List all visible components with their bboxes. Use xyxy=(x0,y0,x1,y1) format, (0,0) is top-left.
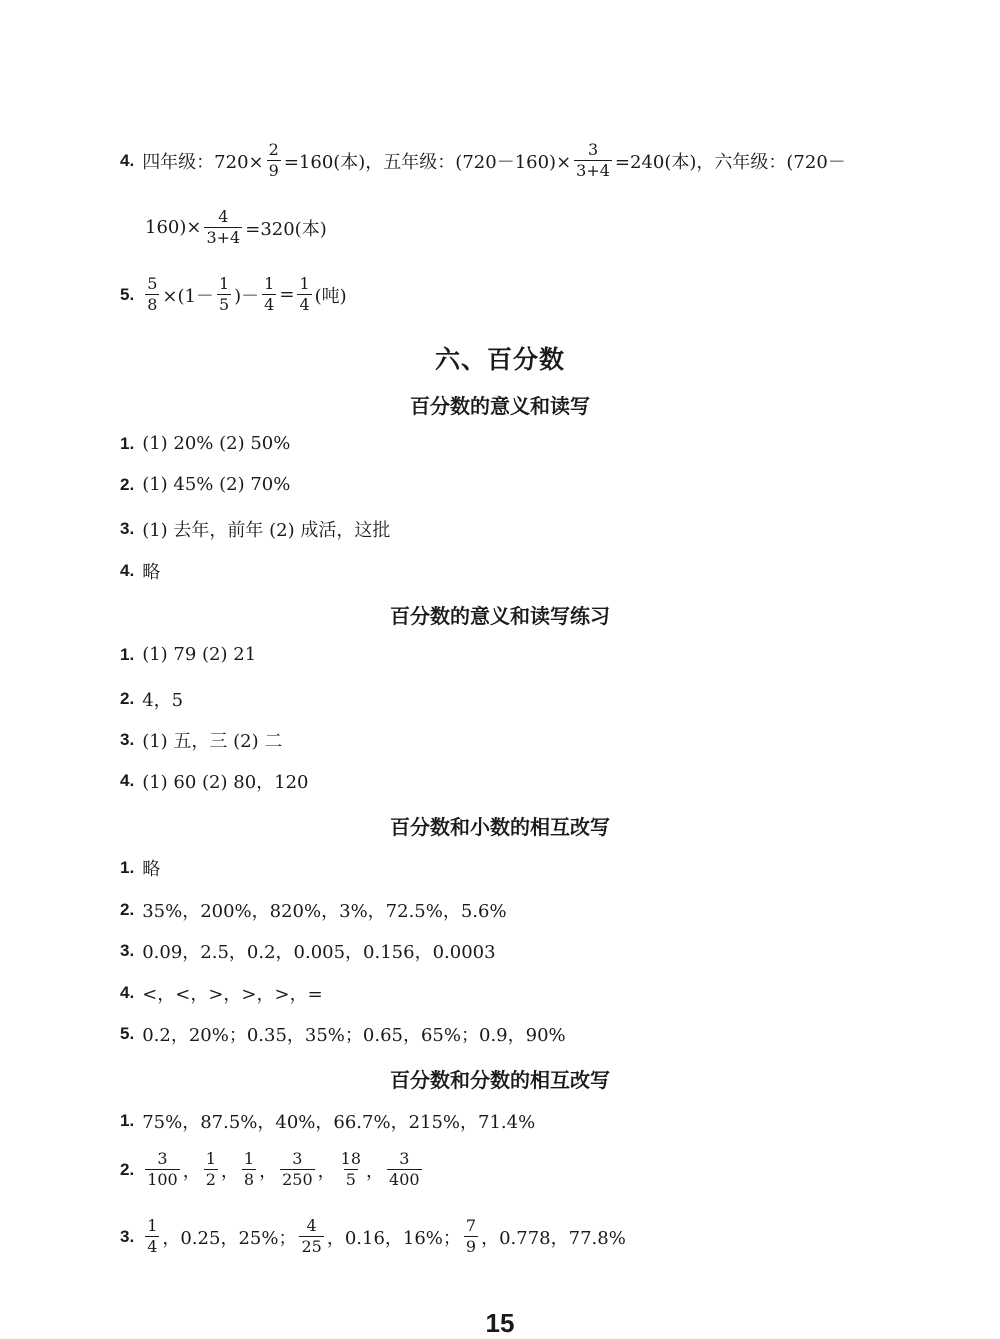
list-item xyxy=(120,855,160,881)
list-item xyxy=(120,644,256,665)
item-number: 5. xyxy=(120,284,135,304)
list-item xyxy=(120,1218,626,1255)
page-number: 15 xyxy=(485,1308,515,1338)
answer-text: 160)× xyxy=(145,217,202,238)
answer-text: 略 xyxy=(142,562,161,583)
denominator: 400 xyxy=(389,1170,420,1189)
numerator: 2 xyxy=(268,140,279,159)
answer-text: 略 xyxy=(142,859,161,880)
numerator: 7 xyxy=(465,1216,477,1235)
answer-5-line xyxy=(120,276,347,313)
fraction xyxy=(297,276,311,313)
numerator: 5 xyxy=(147,274,158,293)
numerator: 3 xyxy=(587,140,599,159)
item-number: 1. xyxy=(120,433,135,453)
denominator: 5 xyxy=(345,1170,356,1189)
numerator: 1 xyxy=(243,1149,255,1168)
fraction xyxy=(204,209,242,246)
fraction xyxy=(262,276,276,313)
numerator: 1 xyxy=(218,274,230,293)
fraction xyxy=(280,1151,315,1188)
item-number: 3. xyxy=(120,519,135,538)
answer-text: (1) 60 (2) 80，120 xyxy=(142,772,309,793)
fraction xyxy=(145,1151,180,1188)
section-title: 百分数和小数的相互改写 xyxy=(390,815,610,839)
denominator: 250 xyxy=(282,1170,313,1189)
separator: ， xyxy=(259,1160,278,1182)
answer-text: <，<，>，>，>，= xyxy=(142,984,323,1005)
item-number: 3. xyxy=(120,730,135,749)
list-item xyxy=(120,768,309,794)
answer-text: 35%，200%，820%，3%，72.5%，5.6% xyxy=(142,901,507,922)
fraction xyxy=(145,276,159,313)
denominator: 3+4 xyxy=(576,161,610,180)
list-item xyxy=(120,1151,425,1188)
answer-4-line-2 xyxy=(145,209,327,246)
answer-text: (吨) xyxy=(314,285,347,307)
fraction xyxy=(242,1151,256,1188)
numerator: 1 xyxy=(264,274,275,293)
denominator: 3+4 xyxy=(206,228,241,247)
numerator: 18 xyxy=(340,1149,362,1168)
item-number: 4. xyxy=(120,561,135,580)
denominator: 9 xyxy=(268,161,279,180)
answer-text: =240(本)，六年级：(720－ xyxy=(614,151,846,173)
separator: ， xyxy=(182,1160,201,1182)
item-number: 2. xyxy=(120,689,135,708)
separator: ， xyxy=(317,1160,336,1182)
item-number: 2. xyxy=(120,900,135,919)
fraction xyxy=(267,142,281,179)
separator: ， xyxy=(366,1160,385,1182)
answer-text: ×(1－ xyxy=(162,285,214,307)
answer-text: (1) 五，三 (2) 二 xyxy=(142,731,283,752)
list-item xyxy=(120,558,160,584)
answer-text: 4，5 xyxy=(142,690,184,711)
section-title: 百分数和分数的相互改写 xyxy=(390,1068,610,1092)
list-item xyxy=(120,897,507,923)
list-item xyxy=(120,980,323,1006)
item-number: 4. xyxy=(120,983,135,1002)
denominator: 8 xyxy=(243,1170,255,1189)
numerator: 1 xyxy=(299,274,310,293)
answer-text: 75%，87.5%，40%，66.7%，215%，71.4% xyxy=(142,1112,536,1133)
list-item xyxy=(120,686,183,712)
fraction xyxy=(339,1151,363,1188)
answer-text: ，0.778，77.8% xyxy=(481,1227,626,1249)
denominator: 25 xyxy=(301,1237,322,1256)
item-number: 1. xyxy=(120,1111,135,1130)
list-item xyxy=(120,1108,535,1134)
answer-text: (1) 45% (2) 70% xyxy=(142,474,291,495)
fraction xyxy=(464,1218,478,1255)
list-item xyxy=(120,474,290,495)
answer-text: 0.09，2.5，0.2，0.005，0.156，0.0003 xyxy=(142,942,496,963)
denominator: 8 xyxy=(147,295,158,314)
answer-text: =320(本) xyxy=(245,218,327,240)
denominator: 4 xyxy=(299,295,310,314)
fraction xyxy=(574,142,612,179)
fraction xyxy=(387,1151,422,1188)
denominator: 9 xyxy=(465,1237,477,1256)
fraction xyxy=(204,1151,218,1188)
separator: ， xyxy=(220,1160,239,1182)
list-item xyxy=(120,938,496,964)
chapter-title: 六、百分数 xyxy=(434,345,565,374)
item-number: 1. xyxy=(120,858,135,877)
item-number: 5. xyxy=(120,1024,135,1043)
numerator: 3 xyxy=(292,1149,303,1168)
section-title: 百分数的意义和读写 xyxy=(410,394,590,418)
fraction xyxy=(299,1218,323,1255)
numerator: 4 xyxy=(218,207,229,226)
list-item xyxy=(120,727,282,753)
numerator: 3 xyxy=(157,1149,168,1168)
answer-text: (1) 去年，前年 (2) 成活，这批 xyxy=(142,520,391,541)
denominator: 100 xyxy=(147,1170,178,1189)
list-item xyxy=(120,1021,566,1047)
item-number: 4. xyxy=(120,150,135,170)
section-title: 百分数的意义和读写练习 xyxy=(390,604,610,628)
list-item xyxy=(120,433,290,454)
answer-text: ，0.25，25%； xyxy=(162,1227,297,1249)
answer-4-line-1 xyxy=(120,142,846,179)
answer-text: ，0.16，16%； xyxy=(326,1227,461,1249)
denominator: 5 xyxy=(218,295,230,314)
answer-text: (1) 20% (2) 50% xyxy=(142,433,291,454)
denominator: 2 xyxy=(205,1170,216,1189)
item-number: 1. xyxy=(120,644,135,664)
numerator: 1 xyxy=(147,1216,158,1235)
fraction xyxy=(145,1218,159,1255)
numerator: 3 xyxy=(399,1149,410,1168)
item-number: 2. xyxy=(120,474,135,494)
list-item xyxy=(120,516,390,542)
answer-text: 四年级：720× xyxy=(142,151,264,173)
numerator: 4 xyxy=(306,1216,317,1235)
denominator: 4 xyxy=(147,1237,158,1256)
answer-text: (1) 79 (2) 21 xyxy=(142,644,257,665)
item-number: 4. xyxy=(120,771,135,790)
answer-text: =160(本)，五年级：(720－160)× xyxy=(283,151,572,173)
item-number: 2. xyxy=(120,1159,135,1179)
item-number: 3. xyxy=(120,1226,135,1246)
denominator: 4 xyxy=(264,295,275,314)
answer-text: = xyxy=(279,284,295,305)
answer-text: )－ xyxy=(234,285,260,307)
item-number: 3. xyxy=(120,941,135,960)
fraction xyxy=(217,276,231,313)
answer-text: 0.2，20%；0.35，35%；0.65，65%；0.9，90% xyxy=(142,1025,566,1046)
numerator: 1 xyxy=(205,1149,216,1168)
